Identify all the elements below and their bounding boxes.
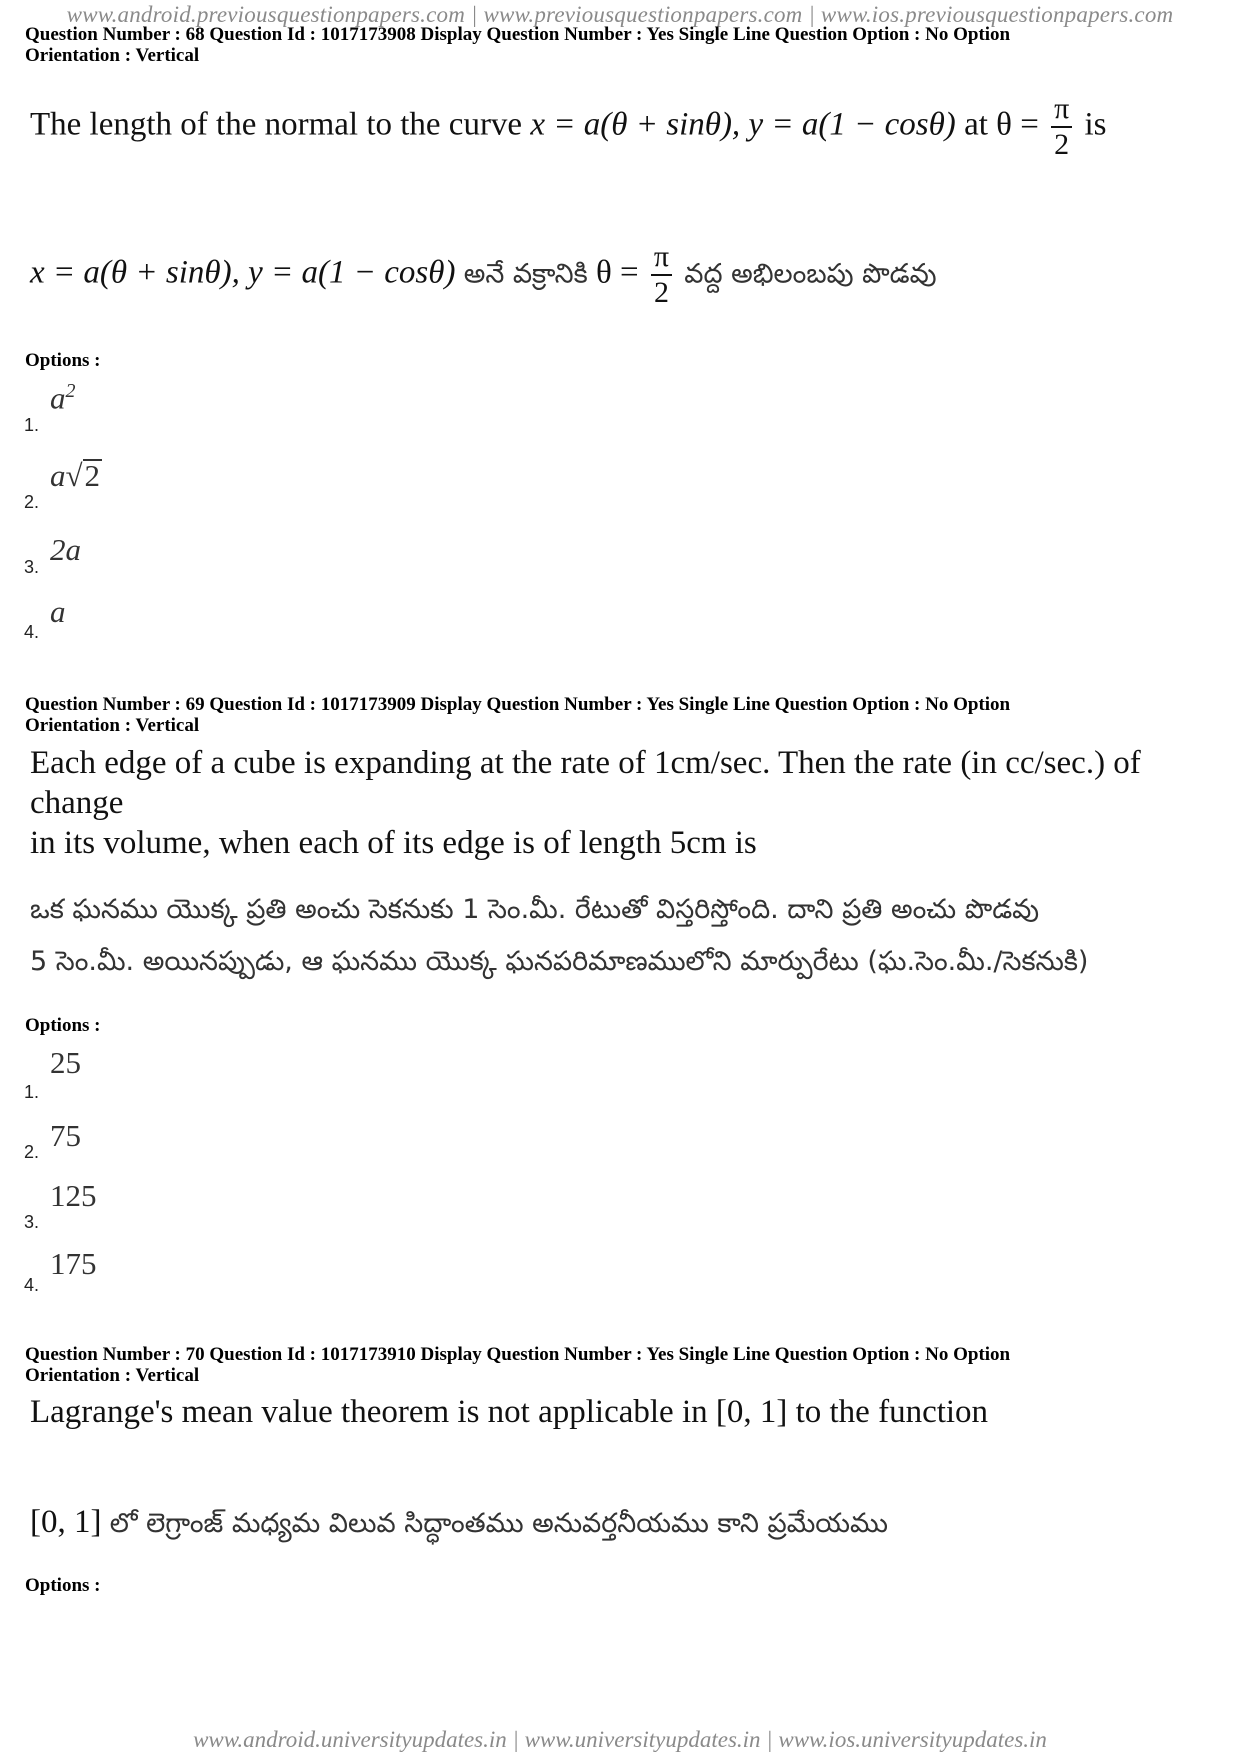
header-watermark: www.android.previousquestionpapers.com | www.previousquestionpapers.com | www.ios.previousquestionpapers.com: [66, 2, 1174, 27]
q68-telugu-text: [30, 240, 1210, 310]
q69-meta-line2: Orientation : Vertical: [25, 715, 200, 736]
q69-option-4-value: 175: [50, 1246, 97, 1281]
q68-english-text: [30, 92, 1210, 162]
q69-en-line1: Each edge of a cube is expanding at the rate of 1cm/sec. Then the rate (in cc/sec.) of change: [30, 745, 1141, 821]
footer-watermark: www.android.universityupdates.in | www.universityupdates.in | www.ios.universityupdates.in: [193, 1727, 1047, 1752]
q70-options-label: Options :: [25, 1575, 101, 1596]
q68-te-fraction: [651, 240, 672, 310]
q68-meta-line1: Question Number : 68 Question Id : 1017173908 Display Question Number : Yes Single Line Question Option : No Option: [25, 24, 1011, 45]
q68-te-suffix: వద్ద అభిలంబపు పొడవు: [684, 258, 937, 290]
q70-telugu-text: [30, 1502, 1210, 1544]
q68-te-mid: అనే వక్రానికి: [463, 258, 588, 290]
q69-telugu-text: [30, 884, 1220, 988]
q68-en-curve-x: x = a(θ + sinθ),: [530, 106, 749, 143]
q69-option-1-number: 1.: [24, 1082, 40, 1102]
q69-option-2-value: 75: [50, 1118, 81, 1153]
q68-te-frac-num: π: [651, 240, 672, 276]
q69-english-text: [30, 743, 1220, 863]
q68-en-suffix: is: [1084, 106, 1107, 143]
q68-options-label: Options :: [25, 350, 101, 371]
q70-meta-line2: Orientation : Vertical: [25, 1365, 200, 1386]
q68-en-curve-y: y = a(1 − cosθ): [748, 106, 956, 143]
q68-option-1-number: 1.: [24, 415, 40, 435]
q68-en-prefix: The length of the normal to the curve: [30, 106, 523, 143]
q68-en-frac-den: 2: [1054, 128, 1070, 161]
q70-en-line1: Lagrange's mean value theorem is not applicable in [0, 1] to the function: [30, 1394, 989, 1430]
q68-option-2-base: a: [50, 458, 66, 493]
q70-english-text: [30, 1392, 1210, 1432]
q69-options-label: Options :: [25, 1015, 101, 1036]
q68-option-3-value: 2a: [50, 532, 81, 567]
q68-option-2-number: 2.: [24, 492, 40, 512]
q70-meta-line1: Question Number : 70 Question Id : 1017173910 Display Question Number : Yes Single Line Question Option : No Option: [25, 1344, 1011, 1365]
q68-option-4-number: 4.: [24, 622, 40, 642]
q69-option-1-value: 25: [50, 1045, 81, 1080]
q69-en-line2: in its volume, when each of its edge is of length 5cm is: [30, 825, 757, 861]
q70-te-interval: [0, 1]: [30, 1504, 102, 1540]
q68-option-1-sup: 2: [65, 380, 76, 402]
q70-te-line1: లో లెగ్రాంజ్ మధ్యమ విలువ సిద్ధాంతము అనువర్తనీయము కాని ప్రమేయము: [109, 1508, 888, 1539]
q69-option-4-number: 4.: [24, 1275, 40, 1295]
q68-te-theta-eq: θ =: [595, 254, 639, 291]
q69-meta: [25, 694, 1215, 736]
q69-option-3-value: 125: [50, 1178, 97, 1213]
q68-option-1-base: a: [50, 380, 66, 416]
q69-meta-line1: Question Number : 69 Question Id : 1017173909 Display Question Number : Yes Single Line Question Option : No Option: [25, 694, 1011, 715]
q70-meta: [25, 1344, 1215, 1386]
q68-option-3-number: 3.: [24, 557, 40, 577]
q68-option-1-value: [50, 380, 76, 416]
q68-option-2-radicand: 2: [84, 458, 101, 493]
q69-te-line1: ఒక ఘనము యొక్క ప్రతి అంచు సెకనుకు 1 సెం.మీ. రేటుతో విస్తరిస్తోంది. దాని ప్రతి అంచు పొడవు: [30, 894, 1040, 925]
q68-en-fraction: [1051, 92, 1072, 162]
q68-meta-line2: Orientation : Vertical: [25, 45, 200, 66]
q68-option-2-value: [50, 458, 102, 494]
q68-meta: [25, 24, 1215, 66]
q68-en-at: at: [964, 106, 988, 143]
q69-option-3-number: 3.: [24, 1212, 40, 1232]
q68-en-theta-eq: θ =: [996, 106, 1039, 143]
q69-option-2-number: 2.: [24, 1142, 40, 1162]
q68-te-curve: x = a(θ + sinθ), y = a(1 − cosθ): [30, 254, 456, 291]
q68-option-2-radical: √: [65, 458, 83, 493]
q68-option-4-value: a: [50, 594, 66, 629]
q68-te-frac-den: 2: [653, 276, 669, 309]
q68-en-frac-num: π: [1051, 92, 1072, 128]
q69-te-line2: 5 సెం.మీ. అయినప్పుడు, ఆ ఘనము యొక్క ఘనపరిమాణములోని మార్పురేటు (ఘ.సెం.మీ./సెకనుకి): [30, 946, 1089, 977]
